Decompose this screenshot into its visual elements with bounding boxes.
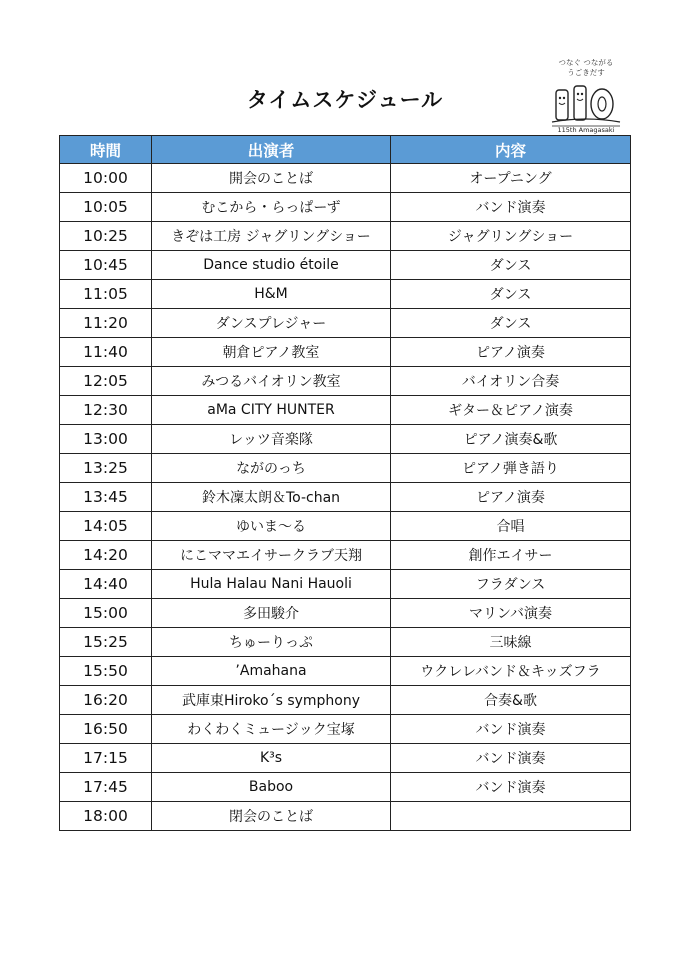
table-row [60,454,631,483]
time-cell: 16:50 [60,715,152,744]
time-cell: 11:40 [60,338,152,367]
content-cell: バンド演奏 [391,773,631,802]
content-cell: バンド演奏 [391,715,631,744]
performer-cell: 閉会のことば [152,802,391,831]
schedule-table [59,135,631,831]
content-cell: ピアノ演奏&歌 [391,425,631,454]
time-cell: 15:00 [60,599,152,628]
table-row [60,222,631,251]
time-cell: 15:25 [60,628,152,657]
table-row [60,715,631,744]
time-cell: 10:05 [60,193,152,222]
table-row [60,309,631,338]
time-cell: 16:20 [60,686,152,715]
time-cell: 18:00 [60,802,152,831]
page-title: タイムスケジュール [246,88,444,112]
table-row [60,425,631,454]
content-cell: ウクレレバンド＆キッズフラ [391,657,631,686]
performer-cell: きぞは工房 ジャグリングショー [152,222,391,251]
table-row [60,744,631,773]
content-cell: バンド演奏 [391,744,631,773]
performer-cell: わくわくミュージック宝塚 [152,715,391,744]
performer-cell: H&M [152,280,391,309]
content-cell: 合唱 [391,512,631,541]
time-cell: 12:30 [60,396,152,425]
event-logo [546,58,626,134]
table-row [60,570,631,599]
time-cell: 14:40 [60,570,152,599]
content-cell: 合奏&歌 [391,686,631,715]
performer-cell: ゆいま～る [152,512,391,541]
logo-tagline: つなぐ つながる うごきだす [558,58,614,77]
time-cell: 17:45 [60,773,152,802]
table-row [60,338,631,367]
header-performer: 出演者 [152,136,391,164]
performer-cell: Dance studio étoile [152,251,391,280]
content-cell: ギター＆ピアノ演奏 [391,396,631,425]
table-row [60,367,631,396]
time-cell: 10:25 [60,222,152,251]
time-cell: 14:20 [60,541,152,570]
content-cell [391,802,631,831]
content-cell: オープニング [391,164,631,193]
table-row [60,251,631,280]
time-cell: 11:20 [60,309,152,338]
content-cell: ダンス [391,251,631,280]
content-cell: ダンス [391,309,631,338]
performer-cell: みつるバイオリン教室 [152,367,391,396]
performer-cell: ながのっち [152,454,391,483]
table-row [60,396,631,425]
time-cell: 10:45 [60,251,152,280]
header-time: 時間 [60,136,152,164]
performer-cell: レッツ音楽隊 [152,425,391,454]
performer-cell: Hula Halau Nani Hauoli [152,570,391,599]
content-cell: ダンス [391,280,631,309]
content-cell: 創作エイサー [391,541,631,570]
table-row [60,773,631,802]
time-cell: 13:00 [60,425,152,454]
logo-mark [546,124,626,134]
svg-text:115th Amagasaki: 115th Amagasaki [557,126,615,134]
header-content: 内容 [391,136,631,164]
table-header-row [60,136,631,164]
time-cell: 11:05 [60,280,152,309]
performer-cell: 鈴木凜太朗＆To-chan [152,483,391,512]
table-row [60,599,631,628]
table-row [60,628,631,657]
time-cell: 13:45 [60,483,152,512]
table-row [60,164,631,193]
performer-cell: にこママエイサークラブ天翔 [152,541,391,570]
content-cell: ピアノ演奏 [391,338,631,367]
performer-cell: 武庫東Hiroko´s symphony [152,686,391,715]
performer-cell: 開会のことば [152,164,391,193]
content-cell: マリンバ演奏 [391,599,631,628]
time-cell: 14:05 [60,512,152,541]
performer-cell: ダンスプレジャー [152,309,391,338]
performer-cell: 朝倉ピアノ教室 [152,338,391,367]
performer-cell: ’Amahana [152,657,391,686]
table-row [60,802,631,831]
performer-cell: 多田駿介 [152,599,391,628]
table-row [60,193,631,222]
time-cell: 10:00 [60,164,152,193]
table-row [60,686,631,715]
performer-cell: aMa CITY HUNTER [152,396,391,425]
time-cell: 13:25 [60,454,152,483]
performer-cell: Baboo [152,773,391,802]
time-cell: 17:15 [60,744,152,773]
table-row [60,657,631,686]
content-cell: ピアノ演奏 [391,483,631,512]
content-cell: ピアノ弾き語り [391,454,631,483]
content-cell: バイオリン合奏 [391,367,631,396]
performer-cell: むこから・らっぱーず [152,193,391,222]
performer-cell: ちゅーりっぷ [152,628,391,657]
table-row [60,280,631,309]
table-row [60,483,631,512]
performer-cell: K³s [152,744,391,773]
time-cell: 12:05 [60,367,152,396]
time-cell: 15:50 [60,657,152,686]
table-row [60,512,631,541]
table-row [60,541,631,570]
content-cell: 三味線 [391,628,631,657]
content-cell: バンド演奏 [391,193,631,222]
content-cell: フラダンス [391,570,631,599]
content-cell: ジャグリングショー [391,222,631,251]
